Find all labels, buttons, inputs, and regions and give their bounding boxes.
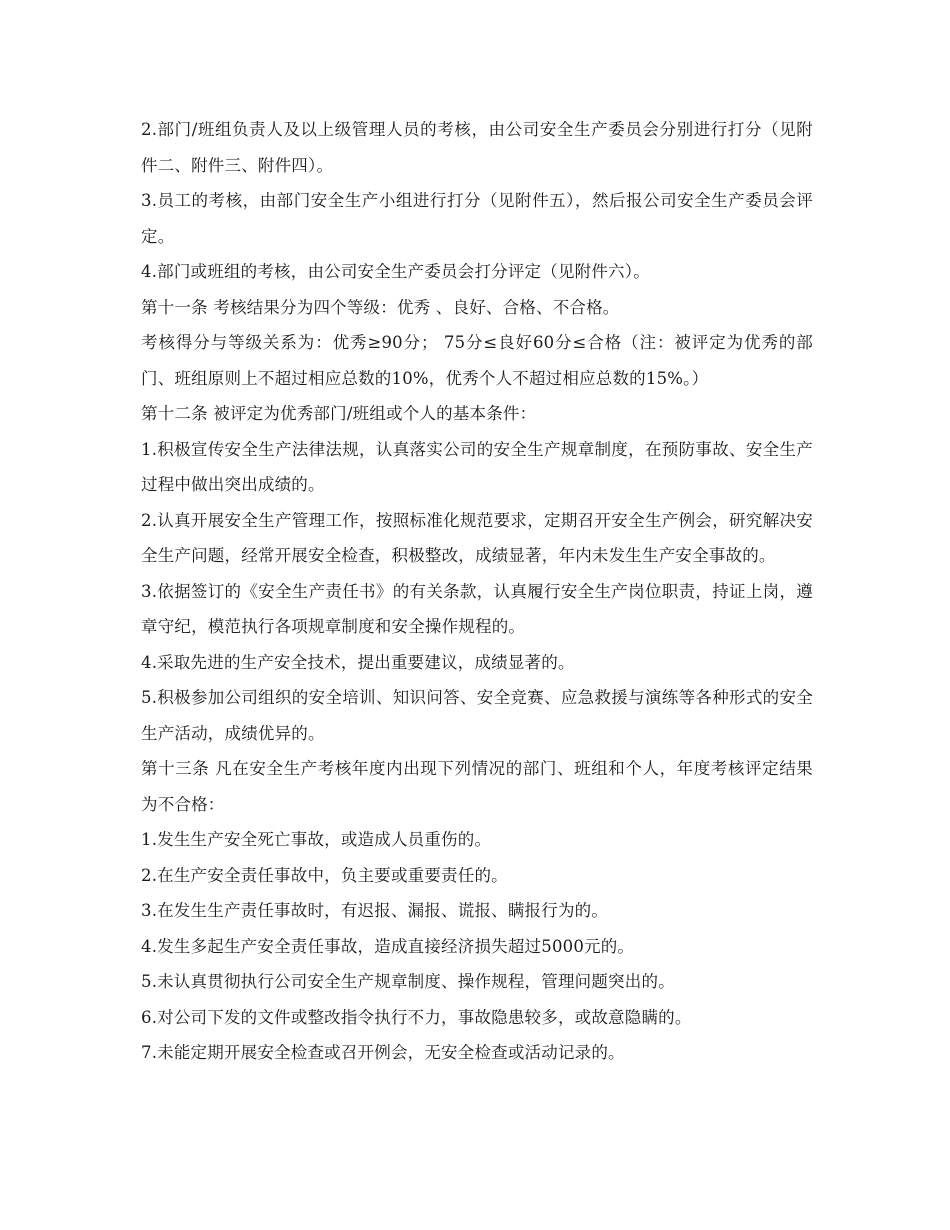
article-13-heading: 第十三条 凡在安全生产考核年度内出现下列情况的部门、班组和个人，年度考核评定结果为不合格： (141, 759, 813, 814)
excellent-condition-5: 5.积极参加公司组织的安全培训、知识问答、安全竞赛、应急救援与演练等各种形式的安全生产活动，成绩优异的。 (141, 688, 813, 743)
excellent-condition-4: 4.采取先进的生产安全技术，提出重要建议，成绩显著的。 (141, 652, 575, 672)
paragraph-assessment-employees: 3.员工的考核，由部门安全生产小组进行打分（见附件五），然后报公司安全生产委员会评定。 (141, 191, 813, 246)
article-12-heading: 第十二条 被评定为优秀部门/班组或个人的基本条件： (141, 404, 537, 423)
fail-condition-2: 2.在生产安全责任事故中，负主要或重要责任的。 (141, 865, 508, 885)
document-body (141, 112, 813, 1071)
excellent-condition-1: 1.积极宣传安全生产法律法规，认真落实公司的安全生产规章制度，在预防事故、安全生产过程中做出突出成绩的。 (141, 439, 813, 494)
paragraph-assessment-managers: 2.部门/班组负责人及以上级管理人员的考核，由公司安全生产委员会分别进行打分（见附件二、附件三、附件四）。 (141, 120, 813, 175)
paragraph-score-grade-relation: 考核得分与等级关系为：优秀≥90分； 75分≤良好60分≤合格（注：被评定为优秀的部门、班组原则上不超过相应总数的10%，优秀个人不超过相应总数的15%。） (141, 333, 813, 388)
fail-condition-4: 4.发生多起生产安全责任事故，造成直接经济损失超过5000元的。 (141, 936, 635, 956)
article-11-heading: 第十一条 考核结果分为四个等级：优秀 、良好、合格、不合格。 (141, 297, 620, 317)
excellent-condition-3: 3.依据签订的《安全生产责任书》的有关条款，认真履行安全生产岗位职责，持证上岗，遵章守纪，模范执行各项规章制度和安全操作规程的。 (141, 581, 813, 636)
fail-condition-1: 1.发生生产安全死亡事故，或造成人员重伤的。 (141, 830, 492, 849)
fail-condition-3: 3.在发生生产责任事故时，有迟报、漏报、谎报、瞒报行为的。 (141, 901, 609, 920)
paragraph-assessment-departments: 4.部门或班组的考核，由公司安全生产委员会打分评定（见附件六）。 (141, 262, 650, 281)
fail-condition-6: 6.对公司下发的文件或整改指令执行不力，事故隐患较多，或故意隐瞒的。 (141, 1007, 692, 1027)
excellent-condition-2: 2.认真开展安全生产管理工作，按照标准化规范要求，定期召开安全生产例会，研究解决安全生产问题，经常开展安全检查，积极整改，成绩显著，年内未发生生产安全事故的。 (141, 510, 813, 565)
fail-condition-5: 5.未认真贯彻执行公司安全生产规章制度、操作规程，管理问题突出的。 (141, 972, 675, 991)
fail-condition-7: 7.未能定期开展安全检查或召开例会，无安全检查或活动记录的。 (141, 1043, 625, 1062)
